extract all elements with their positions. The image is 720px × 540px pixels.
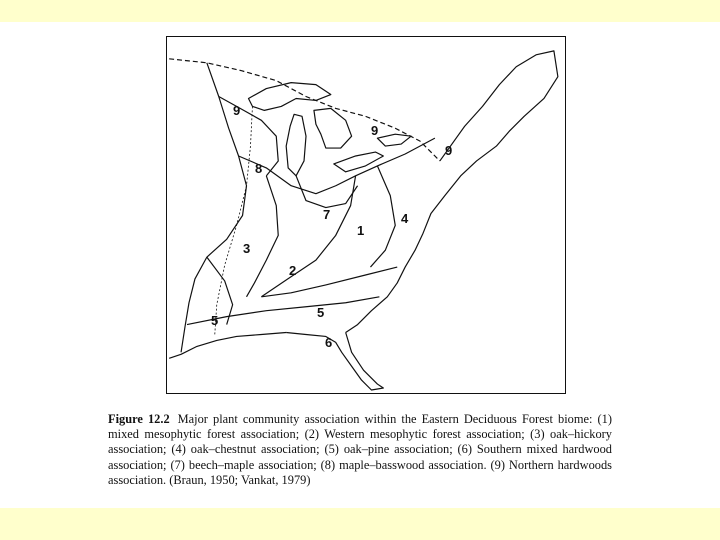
region-label-5-south: 5 [317,305,325,320]
lake-ontario [377,134,411,146]
figure-label: Figure 12.2 [108,412,170,426]
gulf-coast [169,333,286,359]
florida-outline [286,333,383,391]
boundary-7 [296,176,357,208]
region-label-9-east: 9 [445,143,453,158]
figure-caption [108,412,612,488]
boundary-1-4 [370,166,395,267]
forest-association-map [166,36,566,394]
boundary-8 [219,96,278,175]
canada-border [169,59,440,161]
region-label-8: 8 [255,161,263,176]
region-label-3: 3 [243,241,251,256]
lake-huron [314,108,352,148]
boundary-5 [261,267,397,297]
region-label-1: 1 [357,223,365,238]
region-label-7: 7 [323,207,331,222]
document-page [0,22,720,508]
atlantic-coast [346,51,558,333]
region-label-4: 4 [401,211,409,226]
figure-caption-text: Major plant community association within the Eastern Deciduous Forest biome: (1) mixed mesophytic forest association; (2) Western mesophytic forest association; (3) oak–hickory association; (4) oak–chestnut association; (5) oak–pine association; (6) Southern mixed hardwood association; (7) beech–maple association; (8) maple–basswood association. (9) Northern hardwoods association. (Braun, 1950; Vankat, 1979) [108,412,612,487]
region-label-9-central: 9 [371,123,379,138]
lake-michigan [286,114,306,175]
region-label-6: 6 [325,335,333,350]
region-label-5-west: 5 [211,313,219,328]
region-label-2: 2 [289,263,297,278]
boundary-2-3 [247,176,279,297]
map-drawing [167,37,564,392]
lake-superior [248,83,330,111]
boundary-1-2 [261,176,355,297]
region-label-9-west: 9 [233,103,241,118]
lake-erie [334,152,384,172]
